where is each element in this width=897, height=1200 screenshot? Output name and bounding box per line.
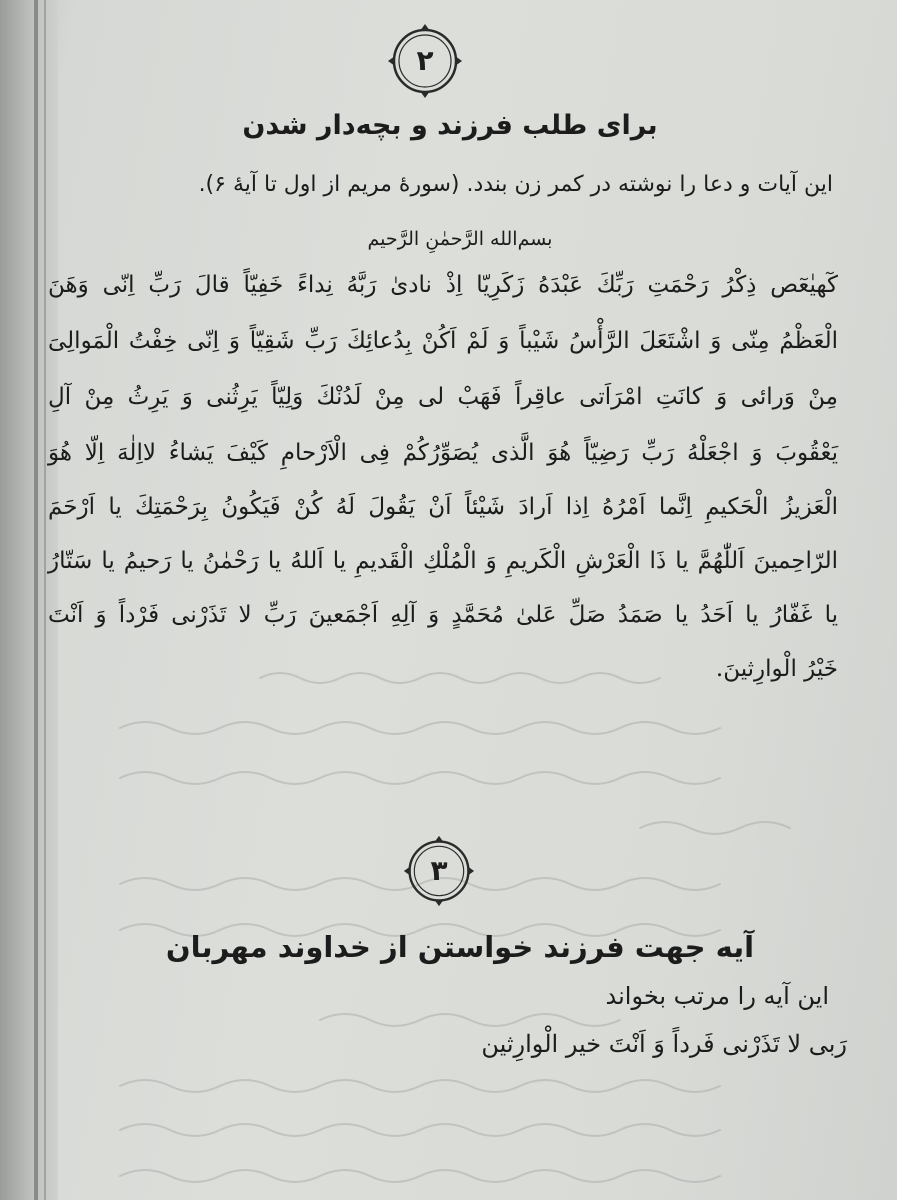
section-instruction: این آیات و دعا را نوشته در کمر زن بندد. (سورهٔ مریم از اول تا آیهٔ ۶).	[198, 172, 833, 197]
verse-line-last: خَیْرُ الْوارِثینَ.	[715, 656, 838, 682]
verse-line: یا غَفّارُ یا اَحَدُ یا صَمَدُ صَلِّ عَلیٰ مُحَمَّدٍ وَ آلِهِ اَجْمَعینَ رَبِّ لا تَذَرْنی فَرْداً وَ اَنْتَ	[48, 602, 838, 628]
verse-line: رَبی لا تَذَرْنی فَرداً وَ اَنْتَ خیر الْوارِثین	[481, 1030, 847, 1058]
bismillah: بسم‌الله الرَّحمٰنِ الرَّحیم	[367, 228, 553, 250]
section-number: ۳	[430, 854, 448, 887]
section-title: برای طلب فرزند و بچه‌دار شدن	[242, 110, 658, 141]
section-number-medallion	[386, 22, 464, 100]
verse-line: مِنْ وَرائی وَ کانَتِ امْرَاَتی عاقِراً فَهَبْ لی مِنْ لَدُنْكَ وَلِیّاً یَرِثُنی وَ یَرِثُ مِنْ آلِ	[48, 384, 838, 410]
section-number-medallion	[402, 834, 476, 908]
section-instruction: این آیه را مرتب بخواند	[605, 982, 829, 1010]
section-title: آیه جهت فرزند خواستن از خداوند مهربان	[165, 930, 755, 964]
verse-line: یَعْقُوبَ وَ اجْعَلْهُ رَبِّ رَضِیّاً هُوَ الَّذی یُصَوِّرُکُمْ فِی الْاَرْحامِ کَیْفَ یَشاءُ لااِلٰهَ اِلّا هُوَ	[48, 440, 838, 466]
section-number: ۲	[416, 44, 434, 77]
verse-line: الْعَزیزُ الْحَکیمِ اِنَّما اَمْرُهُ اِذا اَرادَ شَیْئاً اَنْ یَقُولَ لَهُ کُنْ فَیَکُونُ بِرَحْمَتِكَ یا اَرْحَمَ	[48, 494, 838, 520]
verse-line: کٓهیٰعٓص ذِکْرُ رَحْمَتِ رَبِّكَ عَبْدَهُ زَکَرِیّا اِذْ نادیٰ رَبَّهُ نِداءً خَفِیّاً قالَ رَبِّ اِنّی وَهَنَ	[48, 272, 838, 298]
verse-line: الرّاحِمینَ اَللّٰهُمَّ یا ذَا الْعَرْشِ الْکَریمِ وَ الْمُلْكِ الْقَدیمِ یا اَللهُ یا رَحْمٰنُ یا رَحیمُ یا سَتّارُ	[48, 548, 838, 574]
verse-line: الْعَظْمُ مِنّی وَ اشْتَعَلَ الرَّأْسُ شَیْباً وَ لَمْ اَکُنْ بِدُعائِكَ رَبِّ شَقِیّاً وَ اِنّی خِفْتُ الْمَوالِیَ	[48, 328, 838, 354]
